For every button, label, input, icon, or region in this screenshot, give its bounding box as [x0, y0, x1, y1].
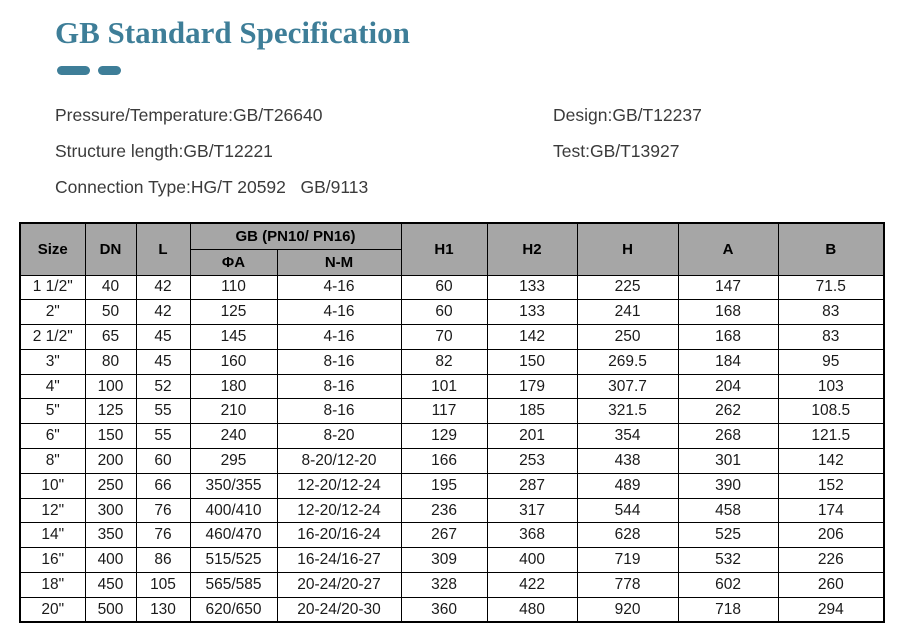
table-cell: 117 [401, 399, 487, 424]
header-dn: DN [85, 223, 136, 275]
table-cell: 100 [85, 374, 136, 399]
table-cell: 350 [85, 523, 136, 548]
table-row [20, 597, 884, 622]
table-cell: 241 [577, 300, 678, 325]
title-underline-decoration [57, 66, 121, 75]
table-cell: 130 [136, 597, 190, 622]
table-cell: 307.7 [577, 374, 678, 399]
table-cell: 317 [487, 498, 577, 523]
table-cell: 101 [401, 374, 487, 399]
table-cell: 20" [20, 597, 85, 622]
table-cell: 4" [20, 374, 85, 399]
table-cell: 125 [190, 300, 277, 325]
table-cell: 262 [678, 399, 778, 424]
table-cell: 60 [136, 449, 190, 474]
spec-line-3 [55, 175, 865, 211]
table-cell: 525 [678, 523, 778, 548]
table-cell: 920 [577, 597, 678, 622]
standards-spec-list [55, 103, 865, 211]
table-cell: 18" [20, 573, 85, 598]
table-cell: 52 [136, 374, 190, 399]
table-cell: 309 [401, 548, 487, 573]
table-cell: 195 [401, 473, 487, 498]
table-cell: 300 [85, 498, 136, 523]
table-cell: 166 [401, 449, 487, 474]
table-cell: 360 [401, 597, 487, 622]
table-cell: 200 [85, 449, 136, 474]
table-cell: 460/470 [190, 523, 277, 548]
table-cell: 8-16 [277, 399, 401, 424]
table-cell: 400/410 [190, 498, 277, 523]
table-cell: 55 [136, 424, 190, 449]
spec-structure-length: Structure length:GB/T12221 [55, 141, 273, 161]
table-cell: 719 [577, 548, 678, 573]
spec-line-1 [55, 103, 865, 139]
spec-pressure-temperature: Pressure/Temperature:GB/T26640 [55, 105, 323, 125]
table-cell: 368 [487, 523, 577, 548]
table-cell: 45 [136, 349, 190, 374]
table-cell: 269.5 [577, 349, 678, 374]
spec-line-2 [55, 139, 865, 175]
spec-table-body [20, 275, 884, 622]
table-cell: 76 [136, 498, 190, 523]
table-row [20, 573, 884, 598]
table-cell: 76 [136, 523, 190, 548]
table-row [20, 349, 884, 374]
table-cell: 180 [190, 374, 277, 399]
table-cell: 3" [20, 349, 85, 374]
table-cell: 8-16 [277, 374, 401, 399]
table-cell: 295 [190, 449, 277, 474]
table-cell: 50 [85, 300, 136, 325]
table-cell: 66 [136, 473, 190, 498]
table-cell: 778 [577, 573, 678, 598]
table-cell: 184 [678, 349, 778, 374]
table-cell: 565/585 [190, 573, 277, 598]
table-row [20, 548, 884, 573]
table-row [20, 325, 884, 350]
table-row [20, 473, 884, 498]
table-cell: 16-20/16-24 [277, 523, 401, 548]
table-cell: 268 [678, 424, 778, 449]
table-cell: 174 [778, 498, 884, 523]
table-cell: 489 [577, 473, 678, 498]
table-cell: 129 [401, 424, 487, 449]
table-cell: 16-24/16-27 [277, 548, 401, 573]
table-cell: 95 [778, 349, 884, 374]
table-cell: 4-16 [277, 275, 401, 300]
header-l: L [136, 223, 190, 275]
table-cell: 103 [778, 374, 884, 399]
table-cell: 1 1/2" [20, 275, 85, 300]
table-cell: 480 [487, 597, 577, 622]
table-cell: 400 [85, 548, 136, 573]
table-cell: 4-16 [277, 325, 401, 350]
table-row [20, 374, 884, 399]
table-cell: 86 [136, 548, 190, 573]
table-cell: 210 [190, 399, 277, 424]
table-cell: 204 [678, 374, 778, 399]
table-cell: 438 [577, 449, 678, 474]
table-cell: 458 [678, 498, 778, 523]
table-row [20, 449, 884, 474]
header-phi-a: ΦA [190, 249, 277, 275]
table-cell: 105 [136, 573, 190, 598]
table-cell: 2 1/2" [20, 325, 85, 350]
dimension-table [19, 222, 885, 623]
table-cell: 206 [778, 523, 884, 548]
title-dash-short [98, 66, 121, 75]
table-cell: 20-24/20-27 [277, 573, 401, 598]
table-cell: 133 [487, 275, 577, 300]
header-h2: H2 [487, 223, 577, 275]
table-cell: 267 [401, 523, 487, 548]
table-cell: 42 [136, 300, 190, 325]
table-cell: 16" [20, 548, 85, 573]
page-title: GB Standard Specification [55, 15, 410, 50]
table-cell: 602 [678, 573, 778, 598]
table-cell: 8-20/12-20 [277, 449, 401, 474]
table-cell: 150 [487, 349, 577, 374]
table-cell: 108.5 [778, 399, 884, 424]
table-cell: 287 [487, 473, 577, 498]
table-cell: 150 [85, 424, 136, 449]
table-cell: 628 [577, 523, 678, 548]
table-cell: 147 [678, 275, 778, 300]
table-cell: 240 [190, 424, 277, 449]
table-cell: 253 [487, 449, 577, 474]
table-cell: 544 [577, 498, 678, 523]
table-cell: 500 [85, 597, 136, 622]
table-cell: 83 [778, 300, 884, 325]
table-cell: 321.5 [577, 399, 678, 424]
table-cell: 145 [190, 325, 277, 350]
table-cell: 142 [487, 325, 577, 350]
header-gb-group: GB (PN10/ PN16) [190, 223, 401, 249]
table-cell: 20-24/20-30 [277, 597, 401, 622]
header-b: B [778, 223, 884, 275]
dimension-table-container [19, 222, 883, 623]
table-row [20, 424, 884, 449]
table-cell: 400 [487, 548, 577, 573]
table-cell: 83 [778, 325, 884, 350]
table-cell: 179 [487, 374, 577, 399]
table-cell: 125 [85, 399, 136, 424]
table-cell: 55 [136, 399, 190, 424]
spec-design: Design:GB/T12237 [553, 105, 702, 125]
table-cell: 328 [401, 573, 487, 598]
table-cell: 620/650 [190, 597, 277, 622]
table-cell: 250 [85, 473, 136, 498]
table-cell: 10" [20, 473, 85, 498]
table-cell: 6" [20, 424, 85, 449]
table-cell: 236 [401, 498, 487, 523]
table-cell: 45 [136, 325, 190, 350]
table-cell: 160 [190, 349, 277, 374]
table-cell: 294 [778, 597, 884, 622]
table-cell: 450 [85, 573, 136, 598]
header-size: Size [20, 223, 85, 275]
table-row [20, 300, 884, 325]
table-cell: 2" [20, 300, 85, 325]
table-cell: 4-16 [277, 300, 401, 325]
table-header-row-1 [20, 223, 884, 249]
table-cell: 142 [778, 449, 884, 474]
header-a: A [678, 223, 778, 275]
table-cell: 14" [20, 523, 85, 548]
table-cell: 168 [678, 300, 778, 325]
table-cell: 12-20/12-24 [277, 498, 401, 523]
table-cell: 5" [20, 399, 85, 424]
table-row [20, 498, 884, 523]
table-cell: 226 [778, 548, 884, 573]
table-cell: 201 [487, 424, 577, 449]
table-cell: 60 [401, 300, 487, 325]
table-header [20, 223, 884, 275]
table-cell: 65 [85, 325, 136, 350]
table-cell: 133 [487, 300, 577, 325]
table-cell: 110 [190, 275, 277, 300]
table-cell: 422 [487, 573, 577, 598]
table-cell: 8-20 [277, 424, 401, 449]
table-cell: 71.5 [778, 275, 884, 300]
table-cell: 42 [136, 275, 190, 300]
table-cell: 8" [20, 449, 85, 474]
table-cell: 121.5 [778, 424, 884, 449]
table-cell: 225 [577, 275, 678, 300]
table-cell: 152 [778, 473, 884, 498]
table-cell: 80 [85, 349, 136, 374]
header-n-m: N-M [277, 249, 401, 275]
table-cell: 185 [487, 399, 577, 424]
table-cell: 12-20/12-24 [277, 473, 401, 498]
table-cell: 390 [678, 473, 778, 498]
table-row [20, 275, 884, 300]
spec-test: Test:GB/T13927 [553, 141, 680, 161]
table-cell: 12" [20, 498, 85, 523]
header-h1: H1 [401, 223, 487, 275]
table-cell: 70 [401, 325, 487, 350]
table-cell: 8-16 [277, 349, 401, 374]
header-h: H [577, 223, 678, 275]
table-cell: 82 [401, 349, 487, 374]
table-cell: 168 [678, 325, 778, 350]
title-dash-long [57, 66, 90, 75]
table-cell: 350/355 [190, 473, 277, 498]
table-cell: 40 [85, 275, 136, 300]
table-cell: 301 [678, 449, 778, 474]
table-cell: 354 [577, 424, 678, 449]
table-cell: 532 [678, 548, 778, 573]
table-cell: 515/525 [190, 548, 277, 573]
table-row [20, 523, 884, 548]
table-cell: 60 [401, 275, 487, 300]
table-cell: 260 [778, 573, 884, 598]
table-cell: 250 [577, 325, 678, 350]
spec-connection-type: Connection Type:HG/T 20592 GB/9113 [55, 177, 369, 197]
table-cell: 718 [678, 597, 778, 622]
table-row [20, 399, 884, 424]
